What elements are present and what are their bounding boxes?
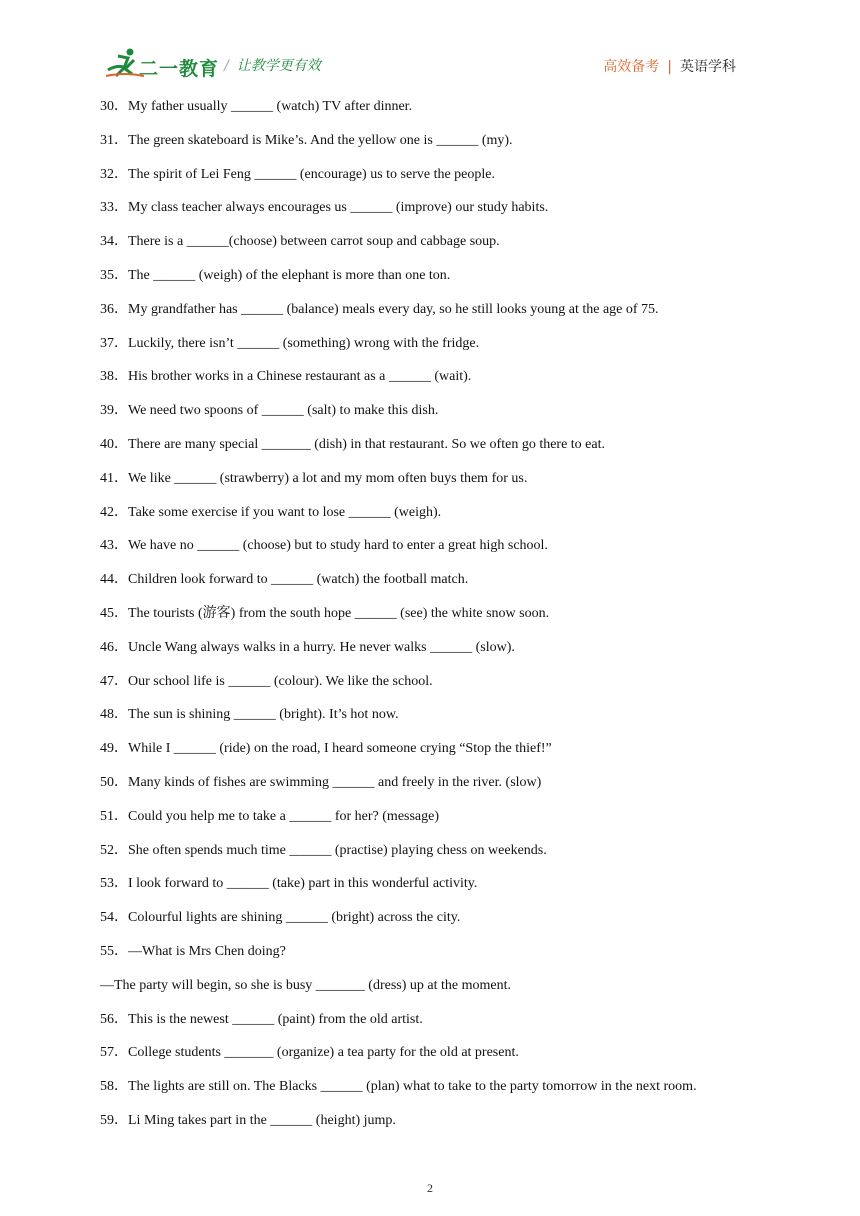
question-item: 39．We need two spoons of ______ (salt) to make this dish. bbox=[100, 403, 439, 419]
question-item: 33．My class teacher always encourages us ______ (improve) our study habits. bbox=[100, 200, 549, 216]
page-header bbox=[0, 0, 860, 100]
question-list bbox=[100, 95, 780, 1143]
question-item: 56．This is the newest ______ (paint) from the old artist. bbox=[100, 1011, 423, 1027]
slogan-slash: / bbox=[224, 58, 229, 74]
question-item: 47．Our school life is ______ (colour). We like the school. bbox=[100, 673, 433, 689]
tag-separator: | bbox=[667, 59, 672, 75]
header-tags bbox=[603, 56, 736, 76]
question-item: 53．I look forward to ______ (take) part in this wonderful activity. bbox=[100, 876, 478, 892]
question-item: 36．My grandfather has ______ (balance) meals every day, so he still looks young at the age of 75. bbox=[100, 301, 659, 317]
question-item: 35．The ______ (weigh) of the elephant is more than one ton. bbox=[100, 267, 451, 283]
question-item: 57．College students _______ (organize) a tea party for the old at present. bbox=[100, 1045, 519, 1061]
page-number: 2 bbox=[427, 1181, 433, 1195]
question-item: 59．Li Ming takes part in the ______ (height) jump. bbox=[100, 1112, 396, 1128]
question-item: 50．Many kinds of fishes are swimming ______ and freely in the river. (slow) bbox=[100, 774, 542, 790]
slogan-text: 让教学更有效 bbox=[236, 58, 321, 74]
question-item: 46．Uncle Wang always walks in a hurry. He never walks ______ (slow). bbox=[100, 639, 515, 655]
question-item: 58．The lights are still on. The Blacks ______ (plan) what to take to the party tomorrow in the next room. bbox=[100, 1079, 697, 1095]
question-item: 37．Luckily, there isn’t ______ (something) wrong with the fridge. bbox=[100, 335, 480, 351]
question-item: 51．Could you help me to take a ______ for her? (message) bbox=[100, 808, 440, 824]
question-item: 34．There is a ______(choose) between carrot soup and cabbage soup. bbox=[100, 234, 500, 250]
question-item: 45．The tourists (游客) from the south hope ______ (see) the white snow soon. bbox=[100, 605, 550, 621]
question-answer-line: —The party will begin, so she is busy _______ (dress) up at the moment. bbox=[100, 977, 511, 993]
question-item: 40．There are many special _______ (dish) in that restaurant. So we often go there to eat. bbox=[100, 436, 606, 452]
tag-subject: 英语学科 bbox=[680, 59, 736, 75]
tag-exam-prep: 高效备考 bbox=[603, 59, 660, 75]
question-item: 42．Take some exercise if you want to lose ______ (weigh). bbox=[100, 504, 442, 520]
logo-name: 二一教育 bbox=[139, 58, 220, 80]
question-item: 30．My father usually ______ (watch) TV after dinner. bbox=[100, 99, 413, 114]
question-item: 49．While I ______ (ride) on the road, I heard someone crying “Stop the thief!” bbox=[100, 741, 552, 757]
question-item: 38．His brother works in a Chinese restaurant as a ______ (wait). bbox=[100, 369, 472, 385]
question-item: 52．She often spends much time ______ (practise) playing chess on weekends. bbox=[100, 842, 547, 858]
question-item: 31．The green skateboard is Mike’s. And the yellow one is ______ (my). bbox=[100, 132, 513, 148]
question-item: 41．We like ______ (strawberry) a lot and my mom often buys them for us. bbox=[100, 470, 528, 486]
question-item: 32．The spirit of Lei Feng ______ (encourage) us to serve the people. bbox=[100, 166, 496, 182]
question-item: 44．Children look forward to ______ (watch) the football match. bbox=[100, 572, 469, 588]
question-item: 54．Colourful lights are shining ______ (bright) across the city. bbox=[100, 910, 461, 926]
slogan bbox=[224, 55, 321, 75]
question-item: 48．The sun is shining ______ (bright). It’s hot now. bbox=[100, 707, 399, 723]
question-item: 55．—What is Mrs Chen doing? bbox=[100, 943, 286, 959]
question-item: 43．We have no ______ (choose) but to study hard to enter a great high school. bbox=[100, 538, 548, 554]
